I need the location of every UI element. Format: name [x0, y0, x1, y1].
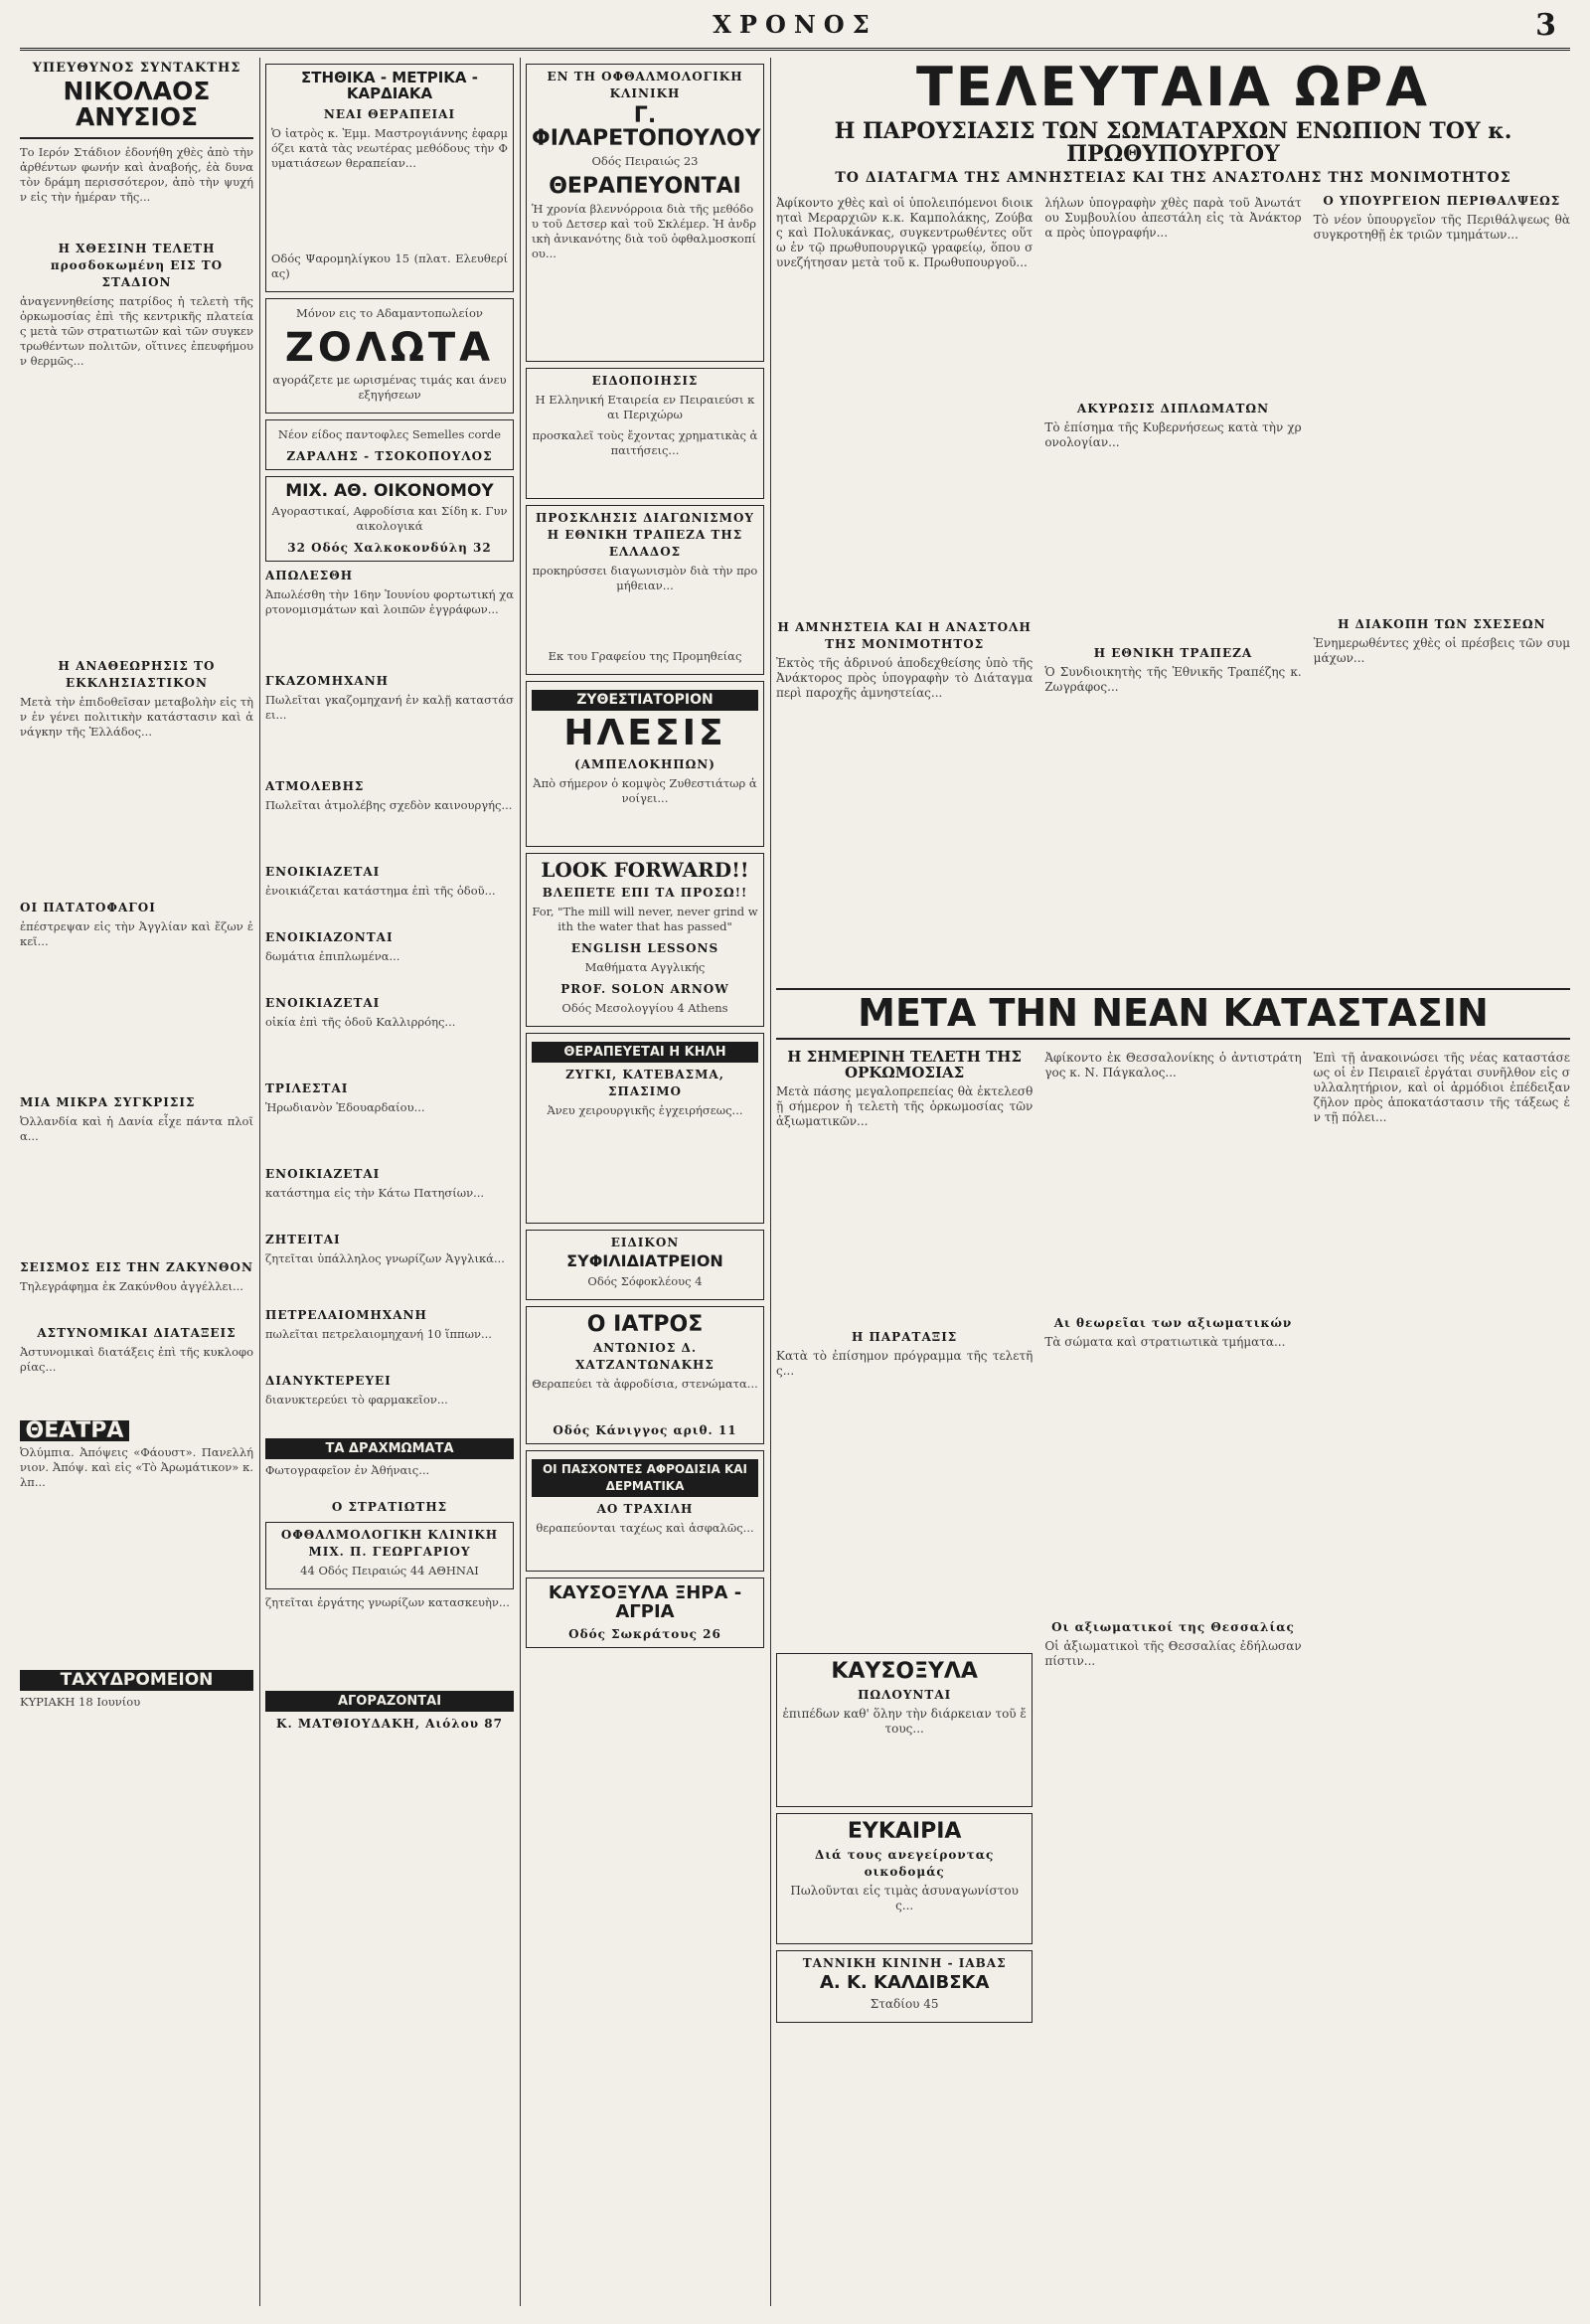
- classified-text: κατάστημα εἰς τὴν Κάτω Πατησίων...: [265, 1186, 485, 1201]
- column-rule: [520, 58, 521, 2306]
- column-3: [526, 58, 764, 2306]
- ad-doctor: [265, 476, 514, 563]
- notice-text: Η Ελληνική Εταιρεία εν Πειραιεύσι και Περιχώρω: [535, 393, 755, 422]
- classified-text: ἐνοικιάζεται κατάστημα ἐπὶ τῆς ὁδοῦ...: [265, 884, 496, 899]
- classified-heading: ΕΝΟΙΚΙΑΖΕΤΑΙ: [265, 996, 381, 1011]
- article-text: Οἱ ἀξιωματικοὶ τῆς Θεσσαλίας ἐδήλωσαν πίστιν...: [1044, 1638, 1302, 1668]
- look-sub: ΒΛΕΠΕΤΕ ΕΠΙ ΤΑ ΠΡΟΣΩ!!: [542, 886, 748, 901]
- editor-name: ΝΙΚΟΛΑΟΣ ΑΝΥΣΙΟΣ: [63, 77, 211, 132]
- page-number: 3: [1535, 8, 1556, 43]
- beer-ad: [526, 681, 764, 847]
- classified-text: Ἀπωλέσθη τὴν 16ην Ἰουνίου φορτωτική χαρτονομισμάτων καὶ λοιπῶν ἐγγράφων...: [265, 587, 514, 617]
- notice-title: ΕΙΔΟΠΟΙΗΣΙΣ: [591, 374, 699, 389]
- section-heading: Ο ΥΠΟΥΡΓΕΙΟΝ ΠΕΡΙΘΑΛΨΕΩΣ: [1323, 193, 1561, 208]
- tannery-title: ΤΑΝΝΙΚΗ ΚΙΝΙΝΗ - ΙΑΒΑΣ: [802, 1956, 1007, 1971]
- classified-text: Πωλεῖται ἀτμολέβης σχεδὸν καινουργής...: [265, 798, 513, 813]
- beer-sub: (ΑΜΠΕΛΟΚΗΠΩΝ): [574, 757, 716, 772]
- ad-big-word: ΖΟΛΩΤΑ: [284, 324, 495, 371]
- wood-address: Οδός Σωκράτους 26: [568, 1626, 721, 1641]
- hernia-ad: [526, 1033, 764, 1224]
- article-text: Ἀστυνομικαὶ διατάξεις ἐπὶ τῆς κυκλοφορίας...: [20, 1344, 253, 1374]
- notice-box: [526, 368, 764, 499]
- article-text: Ὁ Συνδιοικητὴς τῆς Ἐθνικῆς Τραπέζης κ. Ζωγράφος...: [1044, 664, 1302, 694]
- classified-heading: ΔΙΑΝΥΚΤΕΡΕΥΕΙ: [265, 1374, 392, 1389]
- article-text: Τὰ σώματα καὶ στρατιωτικὰ τμήματα...: [1044, 1334, 1286, 1349]
- section-heading: Η ΕΘΝΙΚΗ ΤΡΑΠΕΖΑ: [1093, 645, 1253, 660]
- ad-text: Νέον είδος παντοφλες Semelles corde: [277, 426, 502, 441]
- doctor-ad: [526, 1306, 764, 1444]
- section-heading: Οι αξιωματικοί της Θεσσαλίας: [1051, 1619, 1295, 1634]
- sick-ad: [526, 1450, 764, 1572]
- opportunity-body: Πωλοῦνται εἰς τιμὰς ἀσυναγωνίστους...: [790, 1884, 1019, 1913]
- ad-address: 44 Οδός Πειραιώς 44 ΑΘΗΝΑΙ: [300, 1564, 479, 1578]
- doctor-address: Οδός Κάνιγγος αριθ. 11: [553, 1422, 737, 1437]
- tannery-name: Α. Κ. ΚΑΛΔΙΒΣΚΑ: [819, 1972, 990, 1994]
- look-forward: LOOK FORWARD!!: [541, 858, 749, 883]
- hernia-title: ΘΕΡΑΠΕΥΕΤΑΙ Η ΚΗΛΗ: [532, 1042, 758, 1063]
- section-heading: ΑΚΥΡΩΣΙΣ ΔΙΠΛΩΜΑΤΩΝ: [1076, 401, 1270, 415]
- ad-title: ΣΤΗΘΙΚΑ - ΜΕΤΡΙΚΑ - ΚΑΡΔΙΑΚΑ: [301, 69, 478, 102]
- article-subhead: ΟΙ ΠΑΤΑΤΟΦΑΓΟΙ: [20, 900, 156, 914]
- clinic-address: Οδός Σόφοκλέους 4: [587, 1273, 703, 1288]
- sick-sub: ΑΟ ΤΡΑΧΙΛΗ: [596, 1501, 694, 1516]
- article-text: Τὸ ἐπίσημα τῆς Κυβερνήσεως κατὰ τὴν χρονολογίαν...: [1044, 419, 1302, 449]
- section-heading: Αι θεωρεῖαι των αξιωματικών: [1053, 1315, 1293, 1330]
- wood-title: ΚΑΥΣΟΞΥΛΑ: [831, 1659, 978, 1685]
- ceremony-heading: Η ΣΗΜΕΡΙΝΗ ΤΕΛΕΤΗ ΤΗΣ ΟΡΚΩΜΟΣΙΑΣ: [787, 1047, 1023, 1081]
- second-col-3: [1314, 1048, 1570, 2063]
- ad-pre: ΕΝ ΤΗ ΟΦΘΑΛΜΟΛΟΓΙΚΗ ΚΛΙΝΙΚΗ: [547, 70, 743, 100]
- masthead: [20, 8, 1570, 51]
- section-heading: Η ΑΜΝΗΣΤΕΙΑ ΚΑΙ Η ΑΝΑΣΤΟΛΗ ΤΗΣ ΜΟΝΙΜΟΤΗΤΟΣ: [777, 619, 1032, 651]
- look-quote: For, "The mill will never, never grind with the water that has passed": [532, 905, 758, 934]
- ad-address: Οδός Πειραιώς 23: [591, 154, 699, 169]
- bank-title: ΠΡΟΣΚΛΗΣΙΣ ΔΙΑΓΩΝΙΣΜΟΥ: [536, 511, 754, 526]
- teacher-name: PROF. SOLON ARNOW: [560, 982, 729, 997]
- ad-big-word: ΘΕΡΑΠΕΥΟΝΤΑΙ: [549, 174, 741, 200]
- ad-heading: ΑΓΟΡΑΖΟΝΤΑΙ: [265, 1691, 514, 1712]
- classified-heading: ΤΡΙΛΕΣΤΑΙ: [265, 1081, 349, 1096]
- column-2: [265, 58, 514, 2306]
- ad-eye-clinic-2: [526, 64, 764, 362]
- sick-title: ΟΙ ΠΑΣΧΟΝΤΕΣ ΑΦΡΟΔΙΣΙΑ ΚΑΙ ΔΕΡΜΑΤΙΚΑ: [532, 1459, 758, 1497]
- article-text: Ἐνημερωθέντες χθὲς οἱ πρέσβεις τῶν συμμάχων...: [1313, 635, 1570, 665]
- wood-sub: ΠΩΛΟΥΝΤΑΙ: [858, 1688, 952, 1703]
- article-subhead: ΑΣΤΥΝΟΜΙΚΑΙ ΔΙΑΤΑΞΕΙΣ: [37, 1325, 237, 1340]
- article-text: ἐπέστρεψαν εἰς τὴν Ἀγγλίαν καὶ ἔζων ἐκεῖ...: [20, 918, 253, 948]
- column-rule: [770, 58, 771, 2306]
- ad-address: Οδός Ψαρομηλίγκου 15 (πλατ. Ελευθερίας): [271, 250, 508, 280]
- article-text: Τηλεγράφημα ἐκ Ζακύνθου ἀγγέλλει...: [20, 1278, 243, 1293]
- article-text: Ἐκτὸς τῆς ἀδρινού ἀποδεχθείσης ὑπὸ τῆς Ἀνάκτορος πρὸς ὑπογραφὴν τὸ Διάταγμα περὶ παροχῆς ἀμνηστείας...: [776, 655, 1034, 700]
- ad-heading: Ο ΣΤΡΑΤΙΩΤΗΣ: [331, 1500, 448, 1515]
- column-1: [20, 58, 253, 2306]
- newspaper-title: ΧΡΟΝΟΣ: [713, 10, 877, 39]
- second-col-2: [1044, 1048, 1301, 2063]
- article-text: Ἐπὶ τῇ ἀνακοινώσει τῆς νέας καταστάσεως οἱ ἐν Πειραιεῖ ἐργάται συνῆλθον εἰς συλλαλητήριον, καὶ οἱ ἀρμόδιοι ἐπέδειξαν ζῆλον πρὸς ἀποκατάστασιν τῆς τάξεως ἐν τῇ πόλει...: [1313, 1050, 1570, 1124]
- lead-col-3: [1314, 193, 1570, 980]
- post-text: ΚΥΡΙΑΚΗ 18 Ιουνίου: [20, 1694, 141, 1709]
- article-text: ἀναγεννηθείσης πατρίδος ἡ τελετὴ τῆς ὁρκωμοσίας ἐπὶ τῆς κεντρικῆς πλατείας μετὰ τῶν στρατιωτῶν καὶ τῶν συγκεντρωθέντων πολιτῶν, οἵτινες ἐπευφήμουν θερμῶς...: [20, 293, 253, 368]
- editor-label: ΥΠΕΥΘΥΝΟΣ ΣΥΝΤΑΚΤΗΣ: [32, 61, 241, 76]
- article-text: Το Ιερόν Στάδιον ἐδονήθη χθὲς ἀπὸ τὴν ἀρθέντων φωνήν καὶ ἀναβοής, ἐὰ δυνατὸν δράμη περισσότερον, ἀπὸ τὴν ψυχήν εἰς τὴν ἡμέραν τῆς...: [20, 144, 253, 204]
- ad-eye-clinic: [265, 1522, 514, 1589]
- notice-body: προσκαλεῖ τοὺς ἔχοντας χρηματικὰς ἀπαιτήσεις...: [532, 428, 758, 458]
- english-sub: Μαθήματα Αγγλικής: [584, 960, 706, 975]
- classified-heading: ΖΗΤΕΙΤΑΙ: [265, 1233, 341, 1247]
- section-heading: Η ΔΙΑΚΟΠΗ ΤΩΝ ΣΧΕΣΕΩΝ: [1338, 616, 1546, 631]
- clinic-sub: ΣΥΦΙΛΙΔΙΑΤΡΕΙΟΝ: [566, 1251, 723, 1271]
- article-text: λήλων ὑπογραφὴν χθὲς παρὰ τοῦ Ἀνωτάτου Συμβουλίου ἀπεστάλη εἰς τὰ Ἀνάκτορα πρὸς ὑπογραφήν...: [1044, 195, 1302, 240]
- classified-heading: ΠΕΤΡΕΛΑΙΟΜΗΧΑΝΗ: [265, 1308, 427, 1323]
- theatre-heading: ΘΕΑΤΡΑ: [20, 1420, 129, 1441]
- ad-slippers: [265, 419, 514, 470]
- classified-text: ζητεῖται ἐργάτης γνωρίζων κατασκευὴν...: [265, 1595, 510, 1610]
- beer-big: ΗΛΕΣΙΣ: [563, 713, 726, 754]
- second-headline: ΜΕΤΑ ΤΗΝ ΝΕΑΝ ΚΑΤΑΣΤΑΣΙΝ: [776, 988, 1570, 1040]
- ad-address: Κ. ΜΑΤΘΙΟΥΔΑΚΗ, Αιόλου 87: [276, 1717, 503, 1732]
- bank-text: προκηρύσσει διαγωνισμὸν διὰ τὴν προμήθειαν...: [532, 564, 758, 593]
- article-text: Ἀφίκοντο χθὲς καὶ οἱ ὑπολειπόμενοι διοικηταὶ Μεραρχιῶν κ.κ. Καμπολάκης, Ζούβας καὶ Πολυκάνκας, συγκεντρωθέντες οὕτω ἐν τῷ πρωθυπουργικῷ γραφείῳ, ὅπου συνεζήτησαν μετὰ τοῦ κ. Πρωθυπουργοῦ...: [776, 195, 1034, 269]
- wood-text: ἐπιπέδων καθ' ὅλην τὴν διάρκειαν τοῦ ἔτους...: [782, 1707, 1027, 1737]
- article-subhead: Η ΑΝΑΘΕΩΡΗΣΙΣ ΤΟ ΕΚΚΛΗΣΙΑΣΤΙΚΟΝ: [58, 658, 216, 690]
- wood-ad-2: [776, 1653, 1033, 1807]
- column-rule: [259, 58, 260, 2306]
- lead-headline: ΤΕΛΕΥΤΑΙΑ ΩΡΑ: [915, 58, 1431, 118]
- ad-medical: [265, 64, 514, 292]
- bank-name: Η ΕΘΝΙΚΗ ΤΡΑΠΕΖΑ ΤΗΣ ΕΛΛΑΔΟΣ: [547, 528, 743, 560]
- ad-line: Μόνον εις το Αδαμαντοπωλείον: [296, 305, 483, 320]
- classified-heading: ΕΝΟΙΚΙΑΖΕΤΑΙ: [265, 865, 381, 880]
- opportunity-title: ΕΥΚΑΙΡΙΑ: [847, 1819, 962, 1845]
- article-text: Τὸ νέον ὑπουργεῖον τῆς Περιθάλψεως θὰ συγκροτηθῇ ἐκ τριῶν τμημάτων...: [1313, 212, 1570, 242]
- second-article: [776, 1048, 1570, 2063]
- ad-shop-name: ΖΑΡΑΛΗΣ - ΤΣΟΚΟΠΟΥΛΟΣ: [286, 448, 493, 463]
- bank-box: [526, 505, 764, 675]
- classified-text: διανυκτερεύει τὸ φαρμακεῖον...: [265, 1393, 448, 1408]
- classified-text: οἰκία ἐπὶ τῆς ὁδοῦ Καλλιρρόης...: [265, 1015, 456, 1030]
- classified-heading: ΕΝΟΙΚΙΑΖΕΤΑΙ: [265, 1167, 381, 1182]
- ad-text: Ὁ ἰατρὸς κ. Ἐμμ. Μαστρογιάννης ἐφαρμόζει κατὰ τὰς νεωτέρας μεθόδους τὴν Φυματιάσεων θεραπείαν...: [271, 125, 508, 170]
- column-4: [776, 58, 1570, 2306]
- beer-text: Ἀπὸ σήμερον ὁ κομψὸς Ζυθεστιάτωρ ἀνοίγει...: [533, 776, 757, 806]
- doctor-text: Θεραπεύει τὰ ἀφροδίσια, στενώματα...: [532, 1376, 758, 1391]
- article-text: Κατὰ τὸ ἐπίσημον πρόγραμμα τῆς τελετῆς...: [776, 1349, 1034, 1379]
- theatre-listings: Ὀλύμπια. Ἀπόψεις «Φάουστ». Πανελλήνιον. Ἀπόψ. καὶ εἰς «Τὸ Ἀρωμάτικον» κ.λπ...: [20, 1444, 253, 1489]
- classified-text: Πωλεῖται γκαζομηχανή ἐν καλῇ καταστάσει...: [265, 693, 514, 723]
- clinic-title: ΕΙΔΙΚΟΝ: [610, 1236, 680, 1250]
- ad-subtitle: ΝΕΑΙ ΘΕΡΑΠΕΙΑΙ: [323, 106, 456, 121]
- lead-article: [776, 193, 1570, 980]
- divider: [20, 137, 253, 139]
- classified-heading: ΑΠΩΛΕΣΘΗ: [265, 569, 354, 583]
- tannery-ad: [776, 1950, 1033, 2023]
- lead-deck: ΤΟ ΔΙΑΤΑΓΜΑ ΤΗΣ ΑΜΝΗΣΤΕΙΑΣ ΚΑΙ ΤΗΣ ΑΝΑΣΤΟΛΗΣ ΤΗΣ ΜΟΝΙΜΟΤΗΤΟΣ: [835, 169, 1511, 186]
- ad-address: 32 Οδός Χαλκοκονδύλη 32: [287, 541, 492, 556]
- doctor-name: ΑΝΤΩΝΙΟΣ Δ. ΧΑΤΖΑΝΤΩΝΑΚΗΣ: [575, 1340, 715, 1372]
- classified-heading: ΑΤΜΟΛΕΒΗΣ: [265, 779, 365, 794]
- classified-heading: ΕΝΟΙΚΙΑΖΟΝΤΑΙ: [265, 930, 394, 945]
- ad-text: Φωτογραφεῖον ἐν Ἀθήναις...: [265, 1463, 430, 1478]
- lead-col-2: [1044, 193, 1301, 980]
- article-subhead: ΣΕΙΣΜΟΣ ΕΙΣ ΤΗΝ ΖΑΚΥΝΘΟΝ: [20, 1259, 253, 1274]
- tannery-address: Σταδίου 45: [870, 1997, 939, 2012]
- sick-text: θεραπεύονται ταχέως καὶ ἀσφαλῶς...: [536, 1520, 754, 1535]
- hernia-text: Ἀνευ χειρουργικῆς ἐγχειρήσεως...: [547, 1103, 743, 1118]
- lead-subheadline: Η ΠΑΡΟΥΣΙΑΣΙΣ ΤΩΝ ΣΩΜΑΤΑΡΧΩΝ ΕΝΩΠΙΟΝ ΤΟΥ κ. ΠΡΩΘΥΠΟΥΡΓΟΥ: [834, 117, 1512, 167]
- post-heading: ΤΑΧΥΔΡΟΜΕΙΟΝ: [20, 1670, 253, 1691]
- article-subhead: ΜΙΑ ΜΙΚΡΑ ΣΥΓΚΡΙΣΙΣ: [20, 1094, 196, 1109]
- wood-ad: [526, 1577, 764, 1648]
- ad-name: Γ. ΦΙΛΑΡΕΤΟΠΟΥΛΟΥ: [532, 103, 761, 152]
- article-text: Ἀφίκοντο ἐκ Θεσσαλονίκης ὁ ἀντιστράτηγος κ. Ν. Πάγκαλος...: [1044, 1050, 1302, 1079]
- doctor-pre: Ο ΙΑΤΡΟΣ: [586, 1311, 704, 1337]
- second-col-1: [776, 1048, 1033, 2063]
- opportunity-ad: [776, 1813, 1033, 1944]
- classified-heading: ΓΚΑΖΟΜΗΧΑΝΗ: [265, 674, 390, 689]
- teacher-address: Οδός Μεσολογγίου 4 Athens: [561, 1001, 728, 1016]
- lead-col-1: [776, 193, 1033, 980]
- beer-title: ΖΥΘΕΣΤΙΑΤΟΡΙΟΝ: [532, 690, 758, 711]
- ad-text: Αγοραστικαί, Αφροδίσια και Σίδη κ. Γυναικολογικά: [271, 504, 508, 534]
- classified-text: δωμάτια ἐπιπλωμένα...: [265, 949, 400, 964]
- english-ad: [526, 853, 764, 1027]
- opportunity-text: Διά τους ανεγείροντας οικοδομάς: [815, 1848, 995, 1880]
- ad-name: ΟΦΘΑΛΜΟΛΟΓΙΚΗ ΚΛΙΝΙΚΗ ΜΙΧ. Π. ΓΕΩΡΓΑΡΙΟΥ: [280, 1528, 499, 1560]
- english-lessons: ENGLISH LESSONS: [570, 941, 719, 956]
- section-heading: Η ΠΑΡΑΤΑΞΙΣ: [852, 1330, 958, 1345]
- wood-title: ΚΑΥΣΟΞΥΛΑ ΞΗΡΑ - ΑΓΡΙΑ: [548, 1581, 742, 1622]
- ad-name: ΜΙΧ. ΑΘ. ΟΙΚΟΝΟΜΟΥ: [285, 480, 494, 501]
- article-text: Μετὰ πάσης μεγαλοπρεπείας θὰ ἐκτελεσθῇ σήμερον ἡ τελετὴ τῆς ὁρκωμοσίας τῶν ἀξιωματικῶν...: [776, 1084, 1034, 1129]
- classified-text: Ἡρωδιανὸν Ἐδουαρδαίου...: [265, 1100, 425, 1115]
- ad-text: αγοράζετε με ωρισμένας τιμάς και άνευ εξηγήσεων: [272, 372, 507, 402]
- classified-text: ζητεῖται ὑπάλληλος γνωρίζων Ἀγγλικά...: [265, 1251, 505, 1266]
- article-subhead: Η ΧΘΕΣΙΝΗ ΤΕΛΕΤΗ προσδοκωμένη ΕΙΣ ΤΟ ΣΤΑΔΙΟΝ: [50, 241, 224, 289]
- ad-gold: [265, 298, 514, 414]
- clinic-ad: [526, 1230, 764, 1300]
- hernia-sub: ΖΥΓΚΙ, ΚΑΤΕΒΑΣΜΑ, ΣΠΑΣΙΜΟ: [565, 1068, 724, 1099]
- article-text: Ὀλλανδία καὶ ἡ Δανία εἶχε πάντα πλοῖα...: [20, 1113, 253, 1143]
- classified-text: πωλεῖται πετρελαιομηχανή 10 ἵππων...: [265, 1327, 492, 1342]
- article-text: Μετὰ τὴν ἐπιδοθεῖσαν μεταβολὴν εἰς τὴν ἐν γένει πολιτικὴν κατάστασιν καὶ ἀνάγκην τῆς Ἑλλάδος...: [20, 694, 253, 739]
- ad-heading: ΤΑ ΔΡΑΧΜΩΜΑΤΑ: [265, 1438, 514, 1459]
- ad-text: Ἡ χρονία βλεννόρροια διὰ τῆς μεθόδου τοῦ Δετσερ καὶ τοῦ Σκλέμερ. Ἡ ἀνδρικὴ ἀνικανότης διὰ τοῦ ὀφθαλμοσκοπίου...: [532, 202, 757, 261]
- bank-sign: Εκ του Γραφείου της Προμηθείας: [548, 649, 742, 664]
